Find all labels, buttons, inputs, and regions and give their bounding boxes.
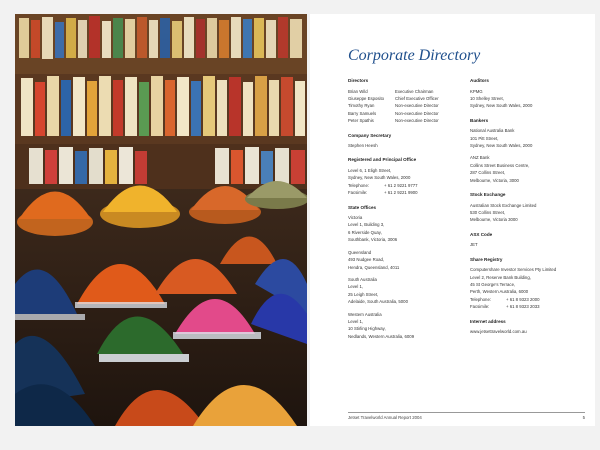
pigment-market-photo [15, 14, 307, 426]
address-line: 493 Nudgee Road, [348, 257, 385, 263]
address-line: 101 Pitt Street, [470, 135, 499, 141]
bankers-section [470, 118, 590, 184]
section-heading: Stock Exchange [470, 192, 506, 198]
address-line: Western Australia [348, 311, 382, 317]
section-heading: Bankers [470, 117, 489, 123]
address-line: Sydney, New South Wales, 2000 [470, 103, 533, 109]
section-heading: Auditors [470, 78, 489, 83]
page-title: Corporate Directory [348, 47, 481, 64]
address-line: Collins Street Business Centre, [470, 162, 530, 168]
section-heading: Internet address [470, 318, 506, 324]
company-secretary-section [348, 133, 483, 150]
address-line: Level 2, Reserve Bank Building, [470, 274, 531, 280]
address-line: KPMG [470, 88, 483, 94]
director-name: Brian Wild [348, 88, 368, 94]
facsimile-row [470, 303, 590, 310]
address-line: Nedlands, Western Australia, 6009 [348, 333, 415, 339]
western-australia-office [348, 311, 483, 341]
asx-code-section [470, 232, 590, 249]
footer-rule [348, 412, 585, 413]
director-row [348, 110, 483, 117]
footer-report-title: Jetset Travelworld Annual Report 2004 [348, 415, 422, 420]
address-line: Southbank, Victoria, 3006 [348, 237, 398, 243]
director-role: Chief Executive Officer [395, 95, 439, 101]
director-name: Peter Spathis [348, 118, 374, 124]
facsimile-label: Facsimile: [470, 304, 490, 310]
director-name: Timothy Ryan [348, 103, 375, 109]
telephone-label: Telephone: [348, 182, 370, 188]
director-row [348, 102, 483, 109]
page-number: 5 [582, 415, 585, 420]
address-line: 530 Collins Street, [470, 209, 506, 215]
director-role: Executive Chairman [395, 88, 434, 94]
internet-section [470, 319, 590, 336]
telephone-number: + 61 8 9323 2000 [506, 296, 540, 302]
director-role: Non-executive Director [395, 118, 439, 124]
share-registry-section [470, 257, 590, 311]
address-line: Victoria [348, 215, 363, 221]
address-line: Queensland [348, 249, 372, 255]
section-heading: State Offices [348, 204, 377, 210]
secretary-name: Stephen Heesh [348, 143, 378, 149]
facsimile-number: + 61 8 9323 2033 [506, 304, 540, 310]
facsimile-row [348, 189, 483, 196]
right-column [470, 78, 590, 344]
director-row [348, 88, 483, 95]
address-line: Adelaide, South Australia, 5000 [348, 299, 408, 305]
director-role: Non-executive Director [395, 103, 439, 109]
telephone-row [470, 296, 590, 303]
address-line: 6 Riverside Quay, [348, 229, 382, 235]
registered-office-section [348, 157, 483, 196]
stock-exchange-section [470, 192, 590, 224]
section-heading: Company Secretary [348, 132, 392, 138]
section-heading: Share Registry [470, 256, 503, 262]
director-row [348, 117, 483, 124]
telephone-row [348, 182, 483, 189]
address-line: Australian Stock Exchange Limited [470, 202, 537, 208]
director-name: Barry Samuels [348, 110, 377, 116]
address-line: National Australia Bank [470, 128, 515, 134]
address-line: Perth, Western Australia, 6000 [470, 289, 529, 295]
anz-bank [470, 154, 590, 184]
section-heading: Registered and Principal Office [348, 157, 417, 163]
director-role: Non-executive Director [395, 110, 439, 116]
victoria-office [348, 214, 483, 244]
south-australia-office [348, 276, 483, 306]
pigment-market-illustration [15, 14, 307, 426]
directory-page [310, 14, 595, 426]
auditors-section [470, 78, 590, 110]
address-line: 287 Collins Street, [470, 170, 506, 176]
address-line: Level 6, 1 Eligh Street, [348, 167, 392, 173]
address-line: Level 1, Building 3, [348, 222, 385, 228]
address-line: 10 Shelley Street, [470, 95, 504, 101]
queensland-office [348, 249, 483, 271]
address-line: Sydney, New South Wales, 2000 [470, 143, 533, 149]
address-line: Hendra, Queensland, 4011 [348, 264, 400, 270]
address-line: Computershare Investor Services Pty Limited [470, 267, 557, 273]
state-offices-section [348, 205, 483, 341]
section-heading: Directors [348, 78, 369, 83]
section-heading: ASX Code [470, 231, 493, 237]
nab-bank [470, 127, 590, 149]
facsimile-number: + 61 2 9221 9900 [384, 190, 418, 196]
address-line: ANZ Bank [470, 155, 490, 161]
website-url: www.jetsettravelworld.com.au [470, 329, 527, 335]
telephone-label: Telephone: [470, 296, 492, 302]
address-line: Melbourne, Victoria 3000 [470, 217, 518, 223]
address-line: Level 1, [348, 318, 364, 324]
address-line: 25 Leigh Street, [348, 291, 379, 297]
director-name: Giuseppe Esposito [348, 95, 385, 101]
facsimile-label: Facsimile: [348, 190, 368, 196]
telephone-number: + 61 2 9221 9777 [384, 182, 418, 188]
address-line: 10 Stirling Highway, [348, 326, 386, 332]
directors-section [348, 78, 483, 125]
address-line: South Australia [348, 276, 377, 282]
address-line: Sydney, New South Wales, 2000 [348, 175, 411, 181]
left-column [348, 78, 483, 348]
address-line: 45 St George's Terrace, [470, 282, 516, 287]
address-line: Melbourne, Victoria, 3000 [470, 177, 519, 183]
director-row [348, 95, 483, 102]
address-line: Level 1, [348, 284, 364, 290]
asx-code: JET [470, 242, 478, 248]
